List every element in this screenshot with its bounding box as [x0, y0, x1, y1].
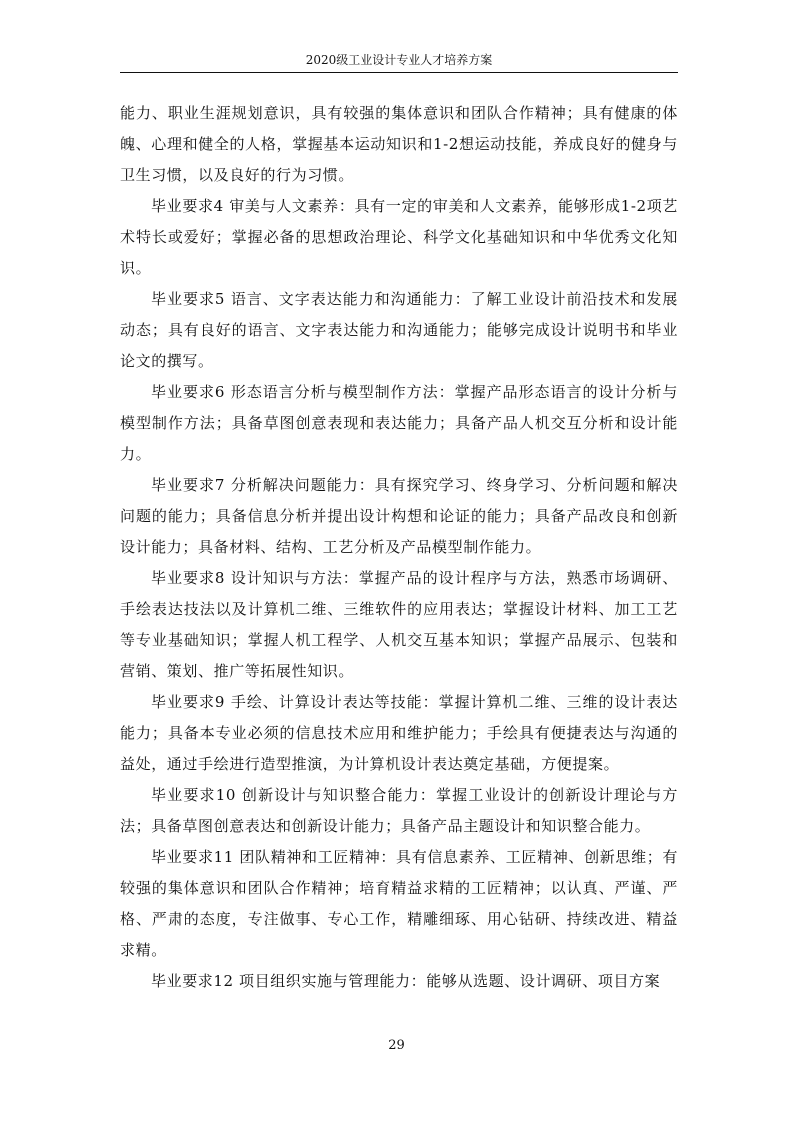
paragraph-requirement-6: 毕业要求6 形态语言分析与模型制作方法：掌握产品形态语言的设计分析与模型制作方法；具备草图创意表现和表达能力；具备产品人机交互分析和设计能力。: [120, 383, 678, 463]
paragraph-requirement-4: 毕业要求4 审美与人文素养：具有一定的审美和人文素养，能够形成1-2项艺术特长或爱好；掌握必备的思想政治理论、科学文化基础知识和中华优秀文化知识。: [120, 197, 678, 277]
paragraph-requirement-12: 毕业要求12 项目组织实施与管理能力：能够从选题、设计调研、项目方案: [151, 972, 661, 990]
running-header: 2020级工业设计专业人才培养方案: [305, 53, 493, 67]
document-body: [120, 98, 678, 997]
header-divider: [120, 72, 678, 73]
paragraph-continuation: 能力、职业生涯规划意识，具有较强的集体意识和团队合作精神；具有健康的体魄、心理和健全的人格，掌握基本运动知识和1-2想运动技能，养成良好的健身与卫生习惯，以及良好的行为习惯。: [120, 104, 678, 184]
paragraph-requirement-11: 毕业要求11 团队精神和工匠精神：具有信息素养、工匠精神、创新思维；有较强的集体意识和团队合作精神；培育精益求精的工匠精神；以认真、严谨、严格、严肃的态度，专注做事、专心工作，精雕细琢、用心钻研、持续改进、精益求精。: [120, 848, 678, 959]
paragraph-requirement-10: 毕业要求10 创新设计与知识整合能力：掌握工业设计的创新设计理论与方法；具备草图创意表达和创新设计能力；具备产品主题设计和知识整合能力。: [120, 786, 678, 835]
paragraph-requirement-8: 毕业要求8 设计知识与方法：掌握产品的设计程序与方法，熟悉市场调研、手绘表达技法以及计算机二维、三维软件的应用表达；掌握设计材料、加工工艺等专业基础知识；掌握人机工程学、人机交互基本知识；掌握产品展示、包装和营销、策划、推广等拓展性知识。: [120, 569, 678, 680]
paragraph-requirement-9: 毕业要求9 手绘、计算设计表达等技能：掌握计算机二维、三维的设计表达能力；具备本专业必须的信息技术应用和维护能力；手绘具有便捷表达与沟通的益处，通过手绘进行造型推演，为计算机设计表达奠定基础，方便提案。: [120, 693, 678, 773]
paragraph-requirement-7: 毕业要求7 分析解决问题能力：具有探究学习、终身学习、分析问题和解决问题的能力；具备信息分析并提出设计构想和论证的能力；具备产品改良和创新设计能力；具备材料、结构、工艺分析及产品模型制作能力。: [120, 476, 678, 556]
paragraph-requirement-5: 毕业要求5 语言、文字表达能力和沟通能力：了解工业设计前沿技术和发展动态；具有良好的语言、文字表达能力和沟通能力；能够完成设计说明书和毕业论文的撰写。: [120, 290, 678, 370]
page-number: 29: [388, 1038, 405, 1053]
